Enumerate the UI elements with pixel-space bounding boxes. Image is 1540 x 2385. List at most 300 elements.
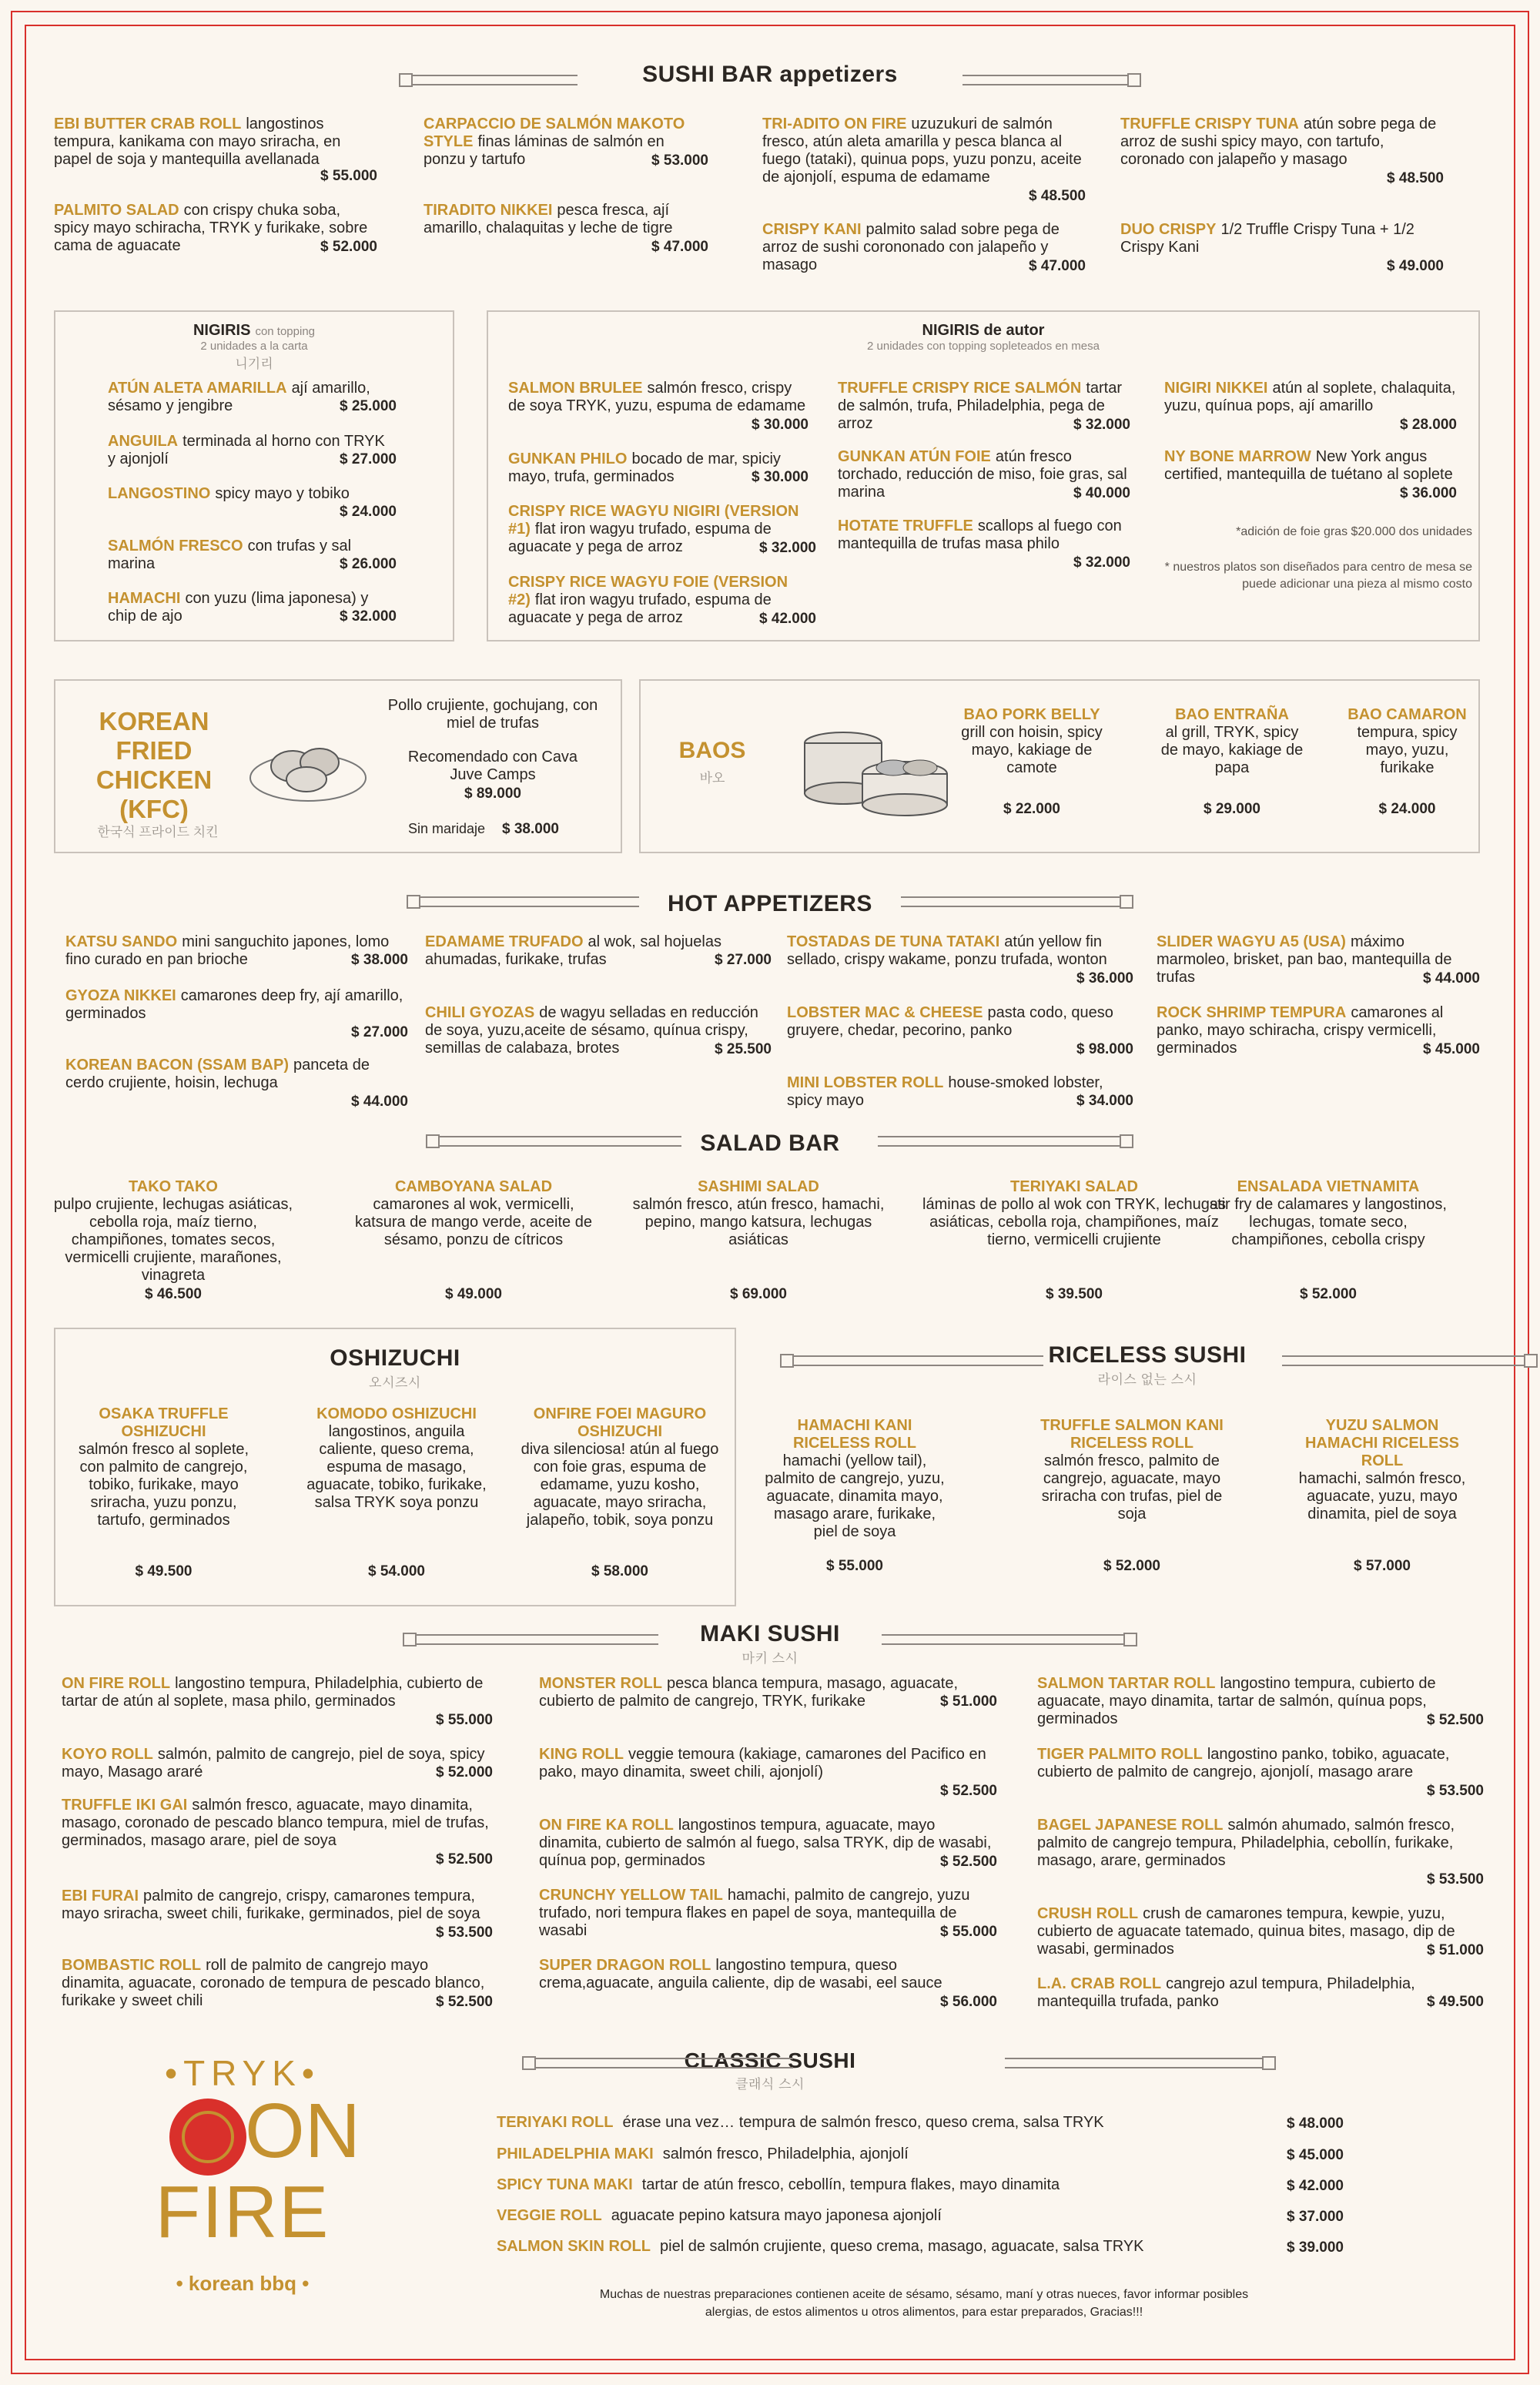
divider-rule (962, 75, 1140, 85)
item-price: $ 37.000 (1287, 2209, 1344, 2225)
item-price: $ 53.500 (436, 1924, 493, 1941)
menu-item (1037, 1675, 1484, 1729)
item-description: al wok, sal hojuelas ahumadas, furikake, trufas (425, 933, 721, 968)
item-price: $ 49.500 (135, 1563, 192, 1579)
foie-note: *adición de foie gras $20.000 dos unidades (1236, 525, 1472, 538)
menu-item (425, 1004, 772, 1058)
kfc-alt-price: $ 38.000 (502, 821, 559, 837)
item-description: atún yellow fin sellado, crispy wakame, ponzu trufada, wonton (787, 933, 1107, 968)
menu-item (1155, 706, 1309, 777)
item-description: camarones deep fry, ají amarillo, germinados (65, 987, 403, 1022)
divider-rule (408, 896, 639, 907)
menu-item (508, 503, 816, 557)
item-name: SLIDER WAGYU A5 (USA) (1157, 933, 1346, 950)
menu-item (300, 1405, 493, 1512)
menu-item (539, 1957, 997, 2011)
menu-item (520, 1405, 720, 1529)
baos-korean: 바오 (699, 771, 725, 786)
menu-item (508, 451, 808, 486)
menu-item (787, 933, 1133, 987)
nigiris-autor-title-text: NIGIRIS de autor (922, 322, 1045, 339)
item-price: $ 52.000 (1300, 1286, 1357, 1302)
item-name: TAKO TAKO (129, 1178, 218, 1195)
item-price: $ 52.500 (436, 1994, 493, 2010)
item-price: $ 57.000 (1354, 1558, 1411, 1574)
menu-item (497, 2145, 1344, 2164)
item-description: diva silenciosa! atún al fuego con foie gras, espuma de edamame, yuzu kosho, aguacate, mayo sriracha, jalapeño, tobik, soya ponzu (521, 1441, 719, 1529)
item-name: CARPACCIO DE SALMÓN MAKOTO STYLE (424, 116, 685, 150)
section-title-riceless-text: RICELESS SUSHI (1048, 1342, 1247, 1368)
item-price: $ 55.000 (436, 1712, 493, 1728)
item-price: $ 52.000 (436, 1764, 493, 1780)
kfc-recommendation: Recomendado con Cava Juve Camps (407, 749, 578, 783)
item-name: VEGGIE ROLL (497, 2207, 602, 2224)
item-price: $ 47.000 (1029, 258, 1086, 274)
item-price: $ 69.000 (730, 1286, 787, 1302)
item-description: de wagyu selladas en reducción de soya, yuzu,aceite de sésamo, quínua crispy, semillas de calabaza, brotes (425, 1004, 758, 1057)
item-price: $ 48.500 (1029, 188, 1086, 204)
divider-rule (524, 2058, 793, 2068)
menu-item (838, 518, 1130, 571)
section-title-riceless-korean: 라이스 없는 스시 (1097, 1372, 1197, 1387)
item-price: $ 52.500 (940, 1854, 997, 1870)
item-price: $ 39.000 (1287, 2239, 1344, 2256)
item-price: $ 51.000 (940, 1693, 997, 1710)
item-name: ON FIRE KA ROLL (539, 1817, 674, 1834)
item-price: $ 48.000 (1287, 2115, 1344, 2132)
menu-item (1294, 1417, 1471, 1523)
item-description: langostino panko, tobiko, aguacate, cubierto de palmito de cangrejo, ajonjolí, masago arare (1037, 1746, 1450, 1780)
item-price: $ 27.000 (340, 451, 397, 467)
item-description: hamachi, salmón fresco, aguacate, yuzu, mayo dinamita, piel de soya (1298, 1470, 1466, 1522)
item-name: GUNKAN PHILO (508, 451, 628, 467)
item-price: $ 24.000 (1378, 801, 1436, 817)
item-price: $ 52.000 (320, 239, 377, 255)
menu-item (1157, 1004, 1480, 1058)
menu-item (1201, 1178, 1455, 1249)
nigiris-title-suffix: con topping (255, 325, 316, 338)
item-name: HOTATE TRUFFLE (838, 518, 973, 534)
item-name: YUZU SALMON HAMACHI RICELESS ROLL (1304, 1417, 1459, 1469)
item-name: SALMON TARTAR ROLL (1037, 1675, 1216, 1692)
item-name: TRUFFLE CRISPY TUNA (1120, 116, 1299, 132)
item-description: con trufas y sal marina (108, 538, 352, 572)
menu-item (1120, 221, 1444, 275)
item-description: flat iron wagyu trufado, espuma de aguacate y pega de arroz (508, 591, 772, 626)
nigiris-korean: 니기리 (235, 357, 273, 371)
item-description: hamachi (yellow tail), palmito de cangrejo, yuzu, aguacate, dinamita mayo, masago arare, furikake, piel de soya (765, 1452, 945, 1540)
item-description: láminas de pollo al wok con TRYK, lechugas asiáticas, cebolla roja, champiñones, maíz tierno, vermicelli crujiente (922, 1196, 1226, 1248)
item-description: bocado de mar, spiciy mayo, trufa, germinados (508, 451, 781, 485)
nigiris-autor-title (487, 322, 1480, 353)
menu-item (497, 2114, 1344, 2132)
nigiris-subtitle: 2 unidades a la carta (200, 340, 308, 353)
menu-item (108, 380, 397, 415)
item-name: SASHIMI SALAD (698, 1178, 819, 1195)
menu-item (62, 1888, 493, 1941)
menu-item (46, 1178, 300, 1285)
menu-item (62, 1797, 493, 1868)
item-price: $ 42.000 (759, 611, 816, 627)
item-name: SUPER DRAGON ROLL (539, 1957, 711, 1974)
item-price: $ 25.500 (715, 1041, 772, 1057)
item-name: CRISPY KANI (762, 221, 862, 238)
item-price: $ 39.500 (1046, 1286, 1103, 1302)
item-price: $ 45.000 (1287, 2147, 1344, 2163)
item-price: $ 27.000 (715, 952, 772, 968)
menu-item (762, 221, 1086, 275)
item-description: mini sanguchito japones, lomo fino curado en pan brioche (65, 933, 390, 968)
item-name: DUO CRISPY (1120, 221, 1217, 238)
item-name: TIGER PALMITO ROLL (1037, 1746, 1203, 1763)
item-description: uzuzukuri de salmón fresco, atún aleta amarilla y pesca blanca al fuego (tataki), quinua pops, yuzu ponzu, aceite de ajonjolí, espuma de edamame (762, 116, 1082, 186)
item-price: $ 55.000 (940, 1924, 997, 1940)
item-name: SALMON BRULEE (508, 380, 643, 397)
item-price: $ 26.000 (340, 556, 397, 572)
item-name: BOMBASTIC ROLL (62, 1957, 202, 1974)
item-price: $ 52.500 (436, 1851, 493, 1867)
item-name: BAO ENTRAÑA (1175, 706, 1289, 723)
divider-rule (427, 1136, 681, 1147)
item-name: NY BONE MARROW (1164, 448, 1311, 465)
item-name: TRUFFLE IKI GAI (62, 1797, 188, 1814)
menu-item (73, 1405, 254, 1529)
item-description: tempura, spicy mayo, yuzu, furikake (1357, 724, 1458, 776)
allergy-disclaimer: Muchas de nuestras preparaciones contienen aceite de sésamo, sésamo, maní y otras nueces, favor informar posibles alergias, de estos alimentos u otros alimentos, para estar preparados, Gracias!!! (599, 2288, 1249, 2319)
center-table-note: * nuestros platos son diseñados para centro de mesa se puede adicionar una pieza al mismo costo (1164, 561, 1472, 591)
logo-tryk: •TRYK• (164, 2053, 321, 2093)
item-price: $ 45.000 (1423, 1041, 1480, 1057)
item-name: TOSTADAS DE TUNA TATAKI (787, 933, 1000, 950)
menu-item (838, 448, 1130, 502)
menu-item (959, 706, 1105, 777)
item-name: SALMÓN FRESCO (108, 538, 243, 554)
item-description: atún sobre pega de arroz de sushi spicy mayo, con tartufo, coronado con jalapeño y masago (1120, 116, 1437, 168)
kfc-title: KOREAN FRIED CHICKEN (KFC) (95, 707, 213, 823)
item-description: aguacate pepino katsura mayo japonesa ajonjolí (611, 2207, 942, 2224)
item-name: KOMODO OSHIZUCHI (316, 1405, 477, 1422)
menu-item (539, 1675, 997, 1710)
item-name: HAMACHI (108, 590, 181, 607)
divider-rule (1282, 1355, 1536, 1366)
item-price: $ 51.000 (1427, 1942, 1484, 1958)
item-description: máximo marmoleo, brisket, pan bao, mantequilla de trufas (1157, 933, 1452, 986)
menu-item (508, 574, 816, 628)
section-title-hot-appetizers-text: HOT APPETIZERS (668, 891, 872, 916)
section-title-maki (0, 1621, 1540, 1666)
item-name: BAO CAMARON (1348, 706, 1467, 723)
item-description: pesca blanca tempura, masago, aguacate, cubierto de palmito de cangrejo, TRYK, furikake (539, 1675, 959, 1710)
nigiris-title (54, 322, 454, 372)
item-price: $ 28.000 (1400, 417, 1457, 433)
item-name: TIRADITO NIKKEI (424, 202, 553, 219)
menu-item (838, 380, 1130, 434)
item-description: crush de camarones tempura, kewpie, yuzu, cubierto de aguacate tatemado, quinua bites, masago, dip de wasabi, germinados (1037, 1905, 1455, 1958)
item-name: GUNKAN ATÚN FOIE (838, 448, 991, 465)
item-price: $ 38.000 (351, 952, 408, 968)
menu-item (631, 1178, 886, 1249)
item-name: OSAKA TRUFFLE OSHIZUCHI (99, 1405, 229, 1440)
item-description: tartar de salmón, trufa, Philadelphia, pega de arroz (838, 380, 1122, 432)
item-description: salmón fresco, atún fresco, hamachi, pepino, mango katsura, lechugas asiáticas (632, 1196, 885, 1248)
divider-rule (901, 896, 1132, 907)
menu-item (1120, 116, 1444, 187)
item-description: panceta de cerdo crujiente, hoisin, lechuga (65, 1057, 370, 1091)
logo-on-text: ON (245, 2088, 360, 2174)
item-name: ON FIRE ROLL (62, 1675, 171, 1692)
item-description: pulpo crujiente, lechugas asiáticas, cebolla roja, maíz tierno, champiñones, tomates secos, vermicelli crujiente, marañones, vinagreta (53, 1196, 293, 1284)
item-description: ají amarillo, sésamo y jengibre (108, 380, 370, 414)
item-description: 1/2 Truffle Crispy Tuna + 1/2 Crispy Kani (1120, 221, 1414, 256)
item-name: TRUFFLE SALMON KANI RICELESS ROLL (1040, 1417, 1224, 1452)
item-name: HAMACHI KANI RICELESS ROLL (792, 1417, 916, 1452)
item-name: KOYO ROLL (62, 1746, 153, 1763)
item-description: stir fry de calamares y langostinos, lechugas, tomate seco, champiñones, cebolla crispy (1210, 1196, 1447, 1248)
item-price: $ 52.500 (940, 1783, 997, 1799)
item-description: roll de palmito de cangrejo mayo dinamita, aguacate, coronado de tempura de pescado blanco, furikake y sweet chili (62, 1957, 485, 2009)
item-name: LANGOSTINO (108, 485, 211, 502)
bao-steamer-illustration (797, 712, 951, 820)
menu-item (65, 987, 408, 1041)
item-name: ANGUILA (108, 433, 179, 450)
kfc-price: $ 89.000 (464, 786, 521, 802)
item-description: salmón fresco, palmito de cangrejo, aguacate, mayo sriracha con trufas, piel de soja (1041, 1452, 1223, 1522)
item-description: salmón fresco, Philadelphia, ajonjolí (662, 2145, 909, 2162)
item-description: pasta codo, queso gruyere, chedar, pecorino, panko (787, 1004, 1113, 1039)
item-name: SALMON SKIN ROLL (497, 2238, 651, 2255)
nigiris-autor-subtitle: 2 unidades con topping sopleteados en mesa (867, 340, 1100, 353)
item-description: langostino tempura, Philadelphia, cubierto de tartar de atún al soplete, masa philo, germinados (62, 1675, 484, 1710)
section-title-sushi-bar (0, 62, 1540, 88)
nigiris-title-text: NIGIRIS (192, 322, 251, 339)
item-price: $ 22.000 (1003, 801, 1060, 817)
item-description: palmito de cangrejo, crispy, camarones tempura, mayo sriracha, sweet chili, furikake, germinados, piel de soya (62, 1888, 480, 1922)
menu-item (539, 1746, 997, 1800)
divider-rule (404, 1634, 658, 1645)
item-name: CAMBOYANA SALAD (394, 1178, 553, 1195)
item-name: TRI-ADITO ON FIRE (762, 116, 907, 132)
item-description: piel de salmón crujiente, queso crema, masago, aguacate, salsa TRYK (660, 2238, 1144, 2255)
item-description: con yuzu (lima japonesa) y chip de ajo (108, 590, 369, 625)
item-price: $ 32.000 (340, 608, 397, 625)
menu-item (1037, 1746, 1484, 1800)
item-name: NIGIRI NIKKEI (1164, 380, 1268, 397)
item-description: salmón fresco, crispy de soya TRYK, yuzu, espuma de edamame (508, 380, 806, 414)
item-name: BAO PORK BELLY (963, 706, 1100, 723)
menu-item (346, 1178, 601, 1249)
item-description: pesca fresca, ají amarillo, chalaquitas y leche de tigre (424, 202, 673, 236)
item-price: $ 44.000 (351, 1094, 408, 1110)
menu-item (497, 2207, 1344, 2226)
item-description: scallops al fuego con mantequilla de trufas masa philo (838, 518, 1122, 552)
item-description: langostinos, anguila caliente, queso crema, espuma de masago, aguacate, tobiko, furikake, salsa TRYK soya ponzu (306, 1423, 487, 1511)
section-title-classic-text: CLASSIC SUSHI (684, 2048, 856, 2072)
section-title-oshizuchi-text: OSHIZUCHI (330, 1345, 460, 1371)
item-price: $ 46.500 (145, 1286, 202, 1302)
item-name: TERIYAKI ROLL (497, 2114, 614, 2131)
item-price: $ 25.000 (340, 398, 397, 414)
item-price: $ 42.000 (1287, 2178, 1344, 2194)
menu-item (497, 2238, 1344, 2256)
item-description: New York angus certified, mantequilla de tuétano al soplete (1164, 448, 1453, 483)
item-name: ENSALADA VIETNAMITA (1237, 1178, 1420, 1195)
fried-chicken-illustration (246, 724, 370, 805)
divider-rule (782, 1355, 1043, 1366)
section-title-salad-bar (0, 1131, 1540, 1157)
item-description: langostino tempura, queso crema,aguacate, anguila caliente, dip de wasabi, eel sauce (539, 1957, 942, 1991)
menu-item (425, 933, 772, 969)
divider-rule (400, 75, 578, 85)
item-description: hamachi, palmito de cangrejo, yuzu trufado, nori tempura flakes en papel de soya, mantequilla de wasabi (539, 1887, 970, 1939)
menu-item (508, 380, 808, 434)
item-price: $ 52.500 (1427, 1712, 1484, 1728)
item-price: $ 40.000 (1073, 485, 1130, 501)
menu-item (108, 433, 397, 468)
item-description: palmito salad sobre pega de arroz de sushi corononado con jalapeño y masago (762, 221, 1060, 273)
item-price: $ 55.000 (826, 1558, 883, 1574)
item-price: $ 54.000 (368, 1563, 425, 1579)
item-name: ONFIRE FOEI MAGURO OSHIZUCHI (533, 1405, 707, 1440)
item-name: ROCK SHRIMP TEMPURA (1157, 1004, 1347, 1021)
item-name: CRUSH ROLL (1037, 1905, 1139, 1922)
item-name: GYOZA NIKKEI (65, 987, 176, 1004)
menu-item (787, 1004, 1133, 1058)
item-name: LOBSTER MAC & CHEESE (787, 1004, 983, 1021)
item-description: veggie temoura (kakiage, camarones del Pacifico en pako, mayo dinamita, sweet chili, ajonjolí) (539, 1746, 986, 1780)
item-price: $ 49.000 (445, 1286, 502, 1302)
menu-item (65, 1057, 408, 1110)
menu-item (424, 116, 708, 169)
item-price: $ 98.000 (1076, 1041, 1133, 1057)
item-description: finas láminas de salmón en ponzu y tartufo (424, 133, 665, 168)
item-description: langostino tempura, cubierto de aguacate, mayo dinamita, tartar de salmón, quínua pops, germinados (1037, 1675, 1436, 1727)
divider-rule (882, 1634, 1136, 1645)
item-price: $ 36.000 (1400, 485, 1457, 501)
menu-item (497, 2176, 1344, 2195)
item-description: spicy mayo y tobiko (215, 485, 350, 502)
item-price: $ 30.000 (752, 417, 808, 433)
kfc-korean: 한국식 프라이드 치킨 (97, 825, 219, 839)
item-description: camarones al panko, mayo schiracha, crispy vermicelli, germinados (1157, 1004, 1444, 1057)
item-price: $ 47.000 (651, 239, 708, 255)
menu-item (762, 1417, 947, 1541)
item-price: $ 32.000 (1073, 417, 1130, 433)
item-name: TERIYAKI SALAD (1010, 1178, 1138, 1195)
section-title-hot-appetizers (0, 891, 1540, 917)
item-price: $ 53.500 (1427, 1783, 1484, 1799)
menu-item (1037, 1905, 1484, 1959)
menu-item (65, 933, 408, 969)
item-price: $ 29.000 (1204, 801, 1260, 817)
section-title-classic-korean: 클래식 스시 (735, 2077, 805, 2092)
item-description: con crispy chuka soba, spicy mayo schiracha, TRYK y furikake, sobre cama de aguacate (54, 202, 368, 254)
item-description: cangrejo azul tempura, Philadelphia, mantequilla trufada, panko (1037, 1975, 1415, 2010)
item-price: $ 49.000 (1387, 258, 1444, 274)
item-name: BAGEL JAPANESE ROLL (1037, 1817, 1224, 1834)
item-description: grill con hoisin, spicy mayo, kakiage de camote (961, 724, 1103, 776)
item-price: $ 27.000 (351, 1024, 408, 1040)
item-description: terminada al horno con TRYK y ajonjolí (108, 433, 385, 467)
logo-korean-bbq: • korean bbq • (176, 2272, 310, 2295)
menu-item (62, 1746, 493, 1781)
item-description: langostinos tempura, aguacate, mayo dinamita, cubierto de salmón al fuego, salsa TRYK, dip de wasabi, quínua pop, germinados (539, 1817, 992, 1869)
item-name: PALMITO SALAD (54, 202, 179, 219)
menu-item (54, 202, 377, 256)
item-price: $ 36.000 (1076, 970, 1133, 986)
item-price: $ 32.000 (1073, 554, 1130, 571)
item-description: langostinos tempura, kanikama con mayo sriracha, en papel de soja y mantequilla avellanada (54, 116, 341, 168)
item-description: atún fresco torchado, reducción de miso, foie gras, sal marina (838, 448, 1127, 501)
menu-item (762, 116, 1086, 205)
menu-item (1340, 706, 1475, 777)
menu-item (539, 1887, 997, 1941)
item-name: CRISPY RICE WAGYU FOIE (VERSION #2) (508, 574, 788, 608)
kfc-description: Pollo crujiente, gochujang, con miel de trufas (387, 697, 598, 732)
item-name: MONSTER ROLL (539, 1675, 662, 1692)
menu-item (424, 202, 708, 256)
menu-item (539, 1817, 997, 1871)
section-title-maki-korean: 마키 스시 (742, 1651, 798, 1666)
menu-item (1164, 380, 1457, 434)
item-name: KING ROLL (539, 1746, 624, 1763)
item-price: $ 49.500 (1427, 1994, 1484, 2010)
item-price: $ 52.000 (1103, 1558, 1160, 1574)
menu-item (1157, 933, 1480, 987)
item-name: SPICY TUNA MAKI (497, 2176, 633, 2193)
section-title-oshizuchi-korean: 오시즈시 (369, 1375, 421, 1390)
section-title-sushi-bar-text: SUSHI BAR appetizers (642, 62, 898, 87)
item-name: ATÚN ALETA AMARILLA (108, 380, 287, 397)
menu-item (787, 1074, 1133, 1110)
item-name: EDAMAME TRUFADO (425, 933, 584, 950)
menu-item (912, 1178, 1236, 1249)
item-price: $ 56.000 (940, 1994, 997, 2010)
item-description: salmón fresco, aguacate, mayo dinamita, masago, coronado de pescado blanco tempura, miel de trufas, germinados, masago arare, piel de soya (62, 1797, 489, 1849)
item-price: $ 55.000 (320, 168, 377, 184)
menu-item (62, 1675, 493, 1729)
menu-item (1037, 1975, 1484, 2011)
item-description: tartar de atún fresco, cebollín, tempura flakes, mayo dinamita (641, 2176, 1060, 2193)
item-name: KOREAN BACON (SSAM BAP) (65, 1057, 289, 1074)
menu-item (108, 590, 397, 625)
item-name: EBI FURAI (62, 1888, 139, 1904)
section-title-oshizuchi (54, 1345, 736, 1391)
item-description: atún al soplete, chalaquita, yuzu, quínua pops, ají amarillo (1164, 380, 1456, 414)
item-description: salmón fresco al soplete, con palmito de cangrejo, tobiko, furikake, mayo sriracha, yuzu ponzu, tartufo, germinados (78, 1441, 249, 1529)
divider-rule (1005, 2058, 1274, 2068)
item-name: MINI LOBSTER ROLL (787, 1074, 944, 1091)
item-price: $ 30.000 (752, 469, 808, 485)
item-name: EBI BUTTER CRAB ROLL (54, 116, 242, 132)
item-name: CHILI GYOZAS (425, 1004, 535, 1021)
item-price: $ 24.000 (340, 504, 397, 520)
item-name: CRISPY RICE WAGYU NIGIRI (VERSION #1) (508, 503, 799, 538)
baos-title: BAOS (678, 738, 746, 763)
item-name: L.A. CRAB ROLL (1037, 1975, 1162, 1992)
item-description: salmón, palmito de cangrejo, piel de soya, spicy mayo, Masago araré (62, 1746, 485, 1780)
item-name: CRUNCHY YELLOW TAIL (539, 1887, 723, 1904)
item-description: al grill, TRYK, spicy de mayo, kakiage de papa (1160, 724, 1304, 776)
section-title-salad-bar-text: SALAD BAR (700, 1131, 840, 1156)
item-name: KATSU SANDO (65, 933, 178, 950)
kfc-alt-label: Sin maridaje (408, 821, 486, 836)
menu-item (1164, 448, 1457, 502)
menu-item (62, 1957, 493, 2011)
item-price: $ 32.000 (759, 540, 816, 556)
item-price: $ 53.000 (651, 152, 708, 169)
item-price: $ 48.500 (1387, 170, 1444, 186)
item-name: TRUFFLE CRISPY RICE SALMÓN (838, 380, 1082, 397)
